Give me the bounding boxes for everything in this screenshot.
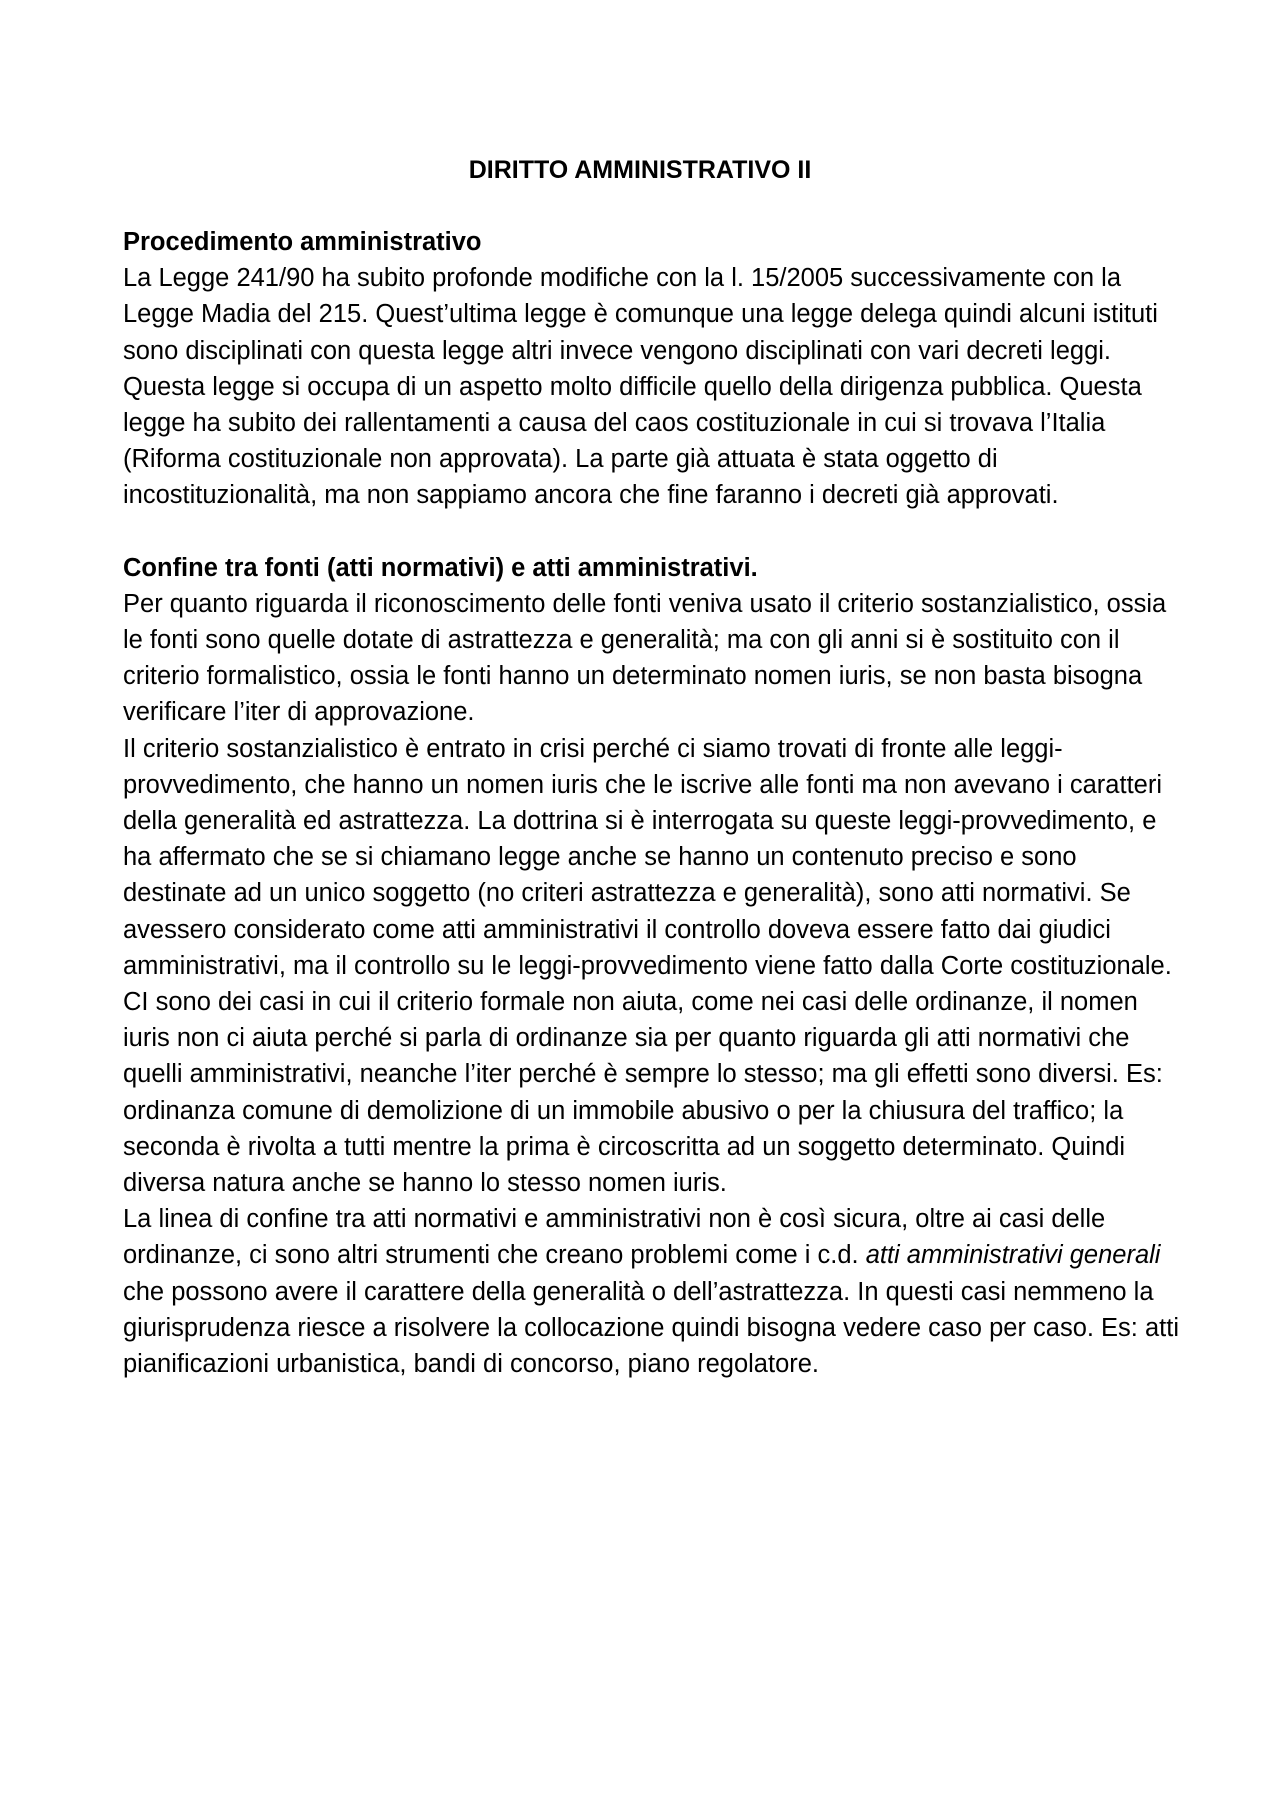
paragraph: Il criterio sostanzialistico è entrato in crisi perché ci siamo trovati di fronte alle leggi-provvedimento, che hanno un nomen iuris che le iscrive alle fonti ma non avevano i caratteri della generalità ed astrattezza. La dottrina si è interrogata su queste leggi-provvedimento, e ha affermato che se si chiamano legge anche se hanno un contenuto preciso e sono destinate ad un unico soggetto (no criteri astrattezza e generalità), sono atti normativi. Se avessero considerato come atti amministrativi il controllo doveva essere fatto dai giudici amministrativi, ma il controllo su le leggi-provvedimento viene fatto dalla Corte costituzionale. <box>123 734 1172 980</box>
paragraph: CI sono dei casi in cui il criterio formale non aiuta, come nei casi delle ordinanze, il nomen iuris non ci aiuta perché si parla di ordinanze sia per quanto riguarda gli atti normativi che quelli amministrativi, neanche l’iter perché è sempre lo stesso; ma gli effetti sono diversi. Es: ordinanza comune di demolizione di un immobile abusivo o per la chiusura del traffico; la seconda è rivolta a tutti mentre la prima è circoscritta ad un soggetto determinato. Quindi diversa natura anche se hanno lo stesso nomen iuris. <box>123 988 1163 1198</box>
section-heading: Procedimento amministrativo <box>123 228 482 256</box>
paragraph-text: che possono avere il carattere della generalità o dell’astrattezza. In questi casi nemmeno la giurisprudenza riesce a risolvere la collocazione quindi bisogna vedere caso per caso. Es: atti pianificazioni urbanistica, bandi di concorso, piano regolatore. <box>123 1277 1179 1379</box>
paragraph-text: La linea di confine tra atti normativi e amministrativi non è così sicura, oltre ai casi delle ordinanze, ci sono altri strumenti che creano problemi come i c.d. <box>123 1205 1106 1270</box>
italic-term: atti amministrativi generali <box>865 1241 1161 1270</box>
paragraph: La Legge 241/90 ha subito profonde modifiche con la l. 15/2005 successivamente con la Legge Madia del 215. Quest’ultima legge è comunque una legge delega quindi alcuni istituti sono disciplinati con questa legge altri invece vengono disciplinati con vari decreti leggi. Questa legge si occupa di un aspetto molto difficile quello della dirigenza pubblica. Questa legge ha subito dei rallentamenti a causa del caos costituzionale in cui si trovava l’Italia (Riforma costituzionale non approvata). La parte già attuata è stata oggetto di incostituzionalità, ma non sappiamo ancora che fine faranno i decreti già approvati. <box>123 264 1158 510</box>
document-body <box>123 224 1183 1382</box>
document-title: DIRITTO AMMINISTRATIVO II <box>468 156 812 184</box>
section-procedimento <box>123 224 1183 514</box>
paragraph: Per quanto riguarda il riconoscimento delle fonti veniva usato il criterio sostanzialistico, ossia le fonti sono quelle dotate di astrattezza e generalità; ma con gli anni si è sostituito con il criterio formalistico, ossia le fonti hanno un determinato nomen iuris, se non basta bisogna verificare l’iter di approvazione. <box>123 589 1167 727</box>
section-heading: Confine tra fonti (atti normativi) e atti amministrativi. <box>123 553 758 582</box>
paragraph-final <box>123 1201 1183 1382</box>
section-confine <box>123 550 1183 1383</box>
